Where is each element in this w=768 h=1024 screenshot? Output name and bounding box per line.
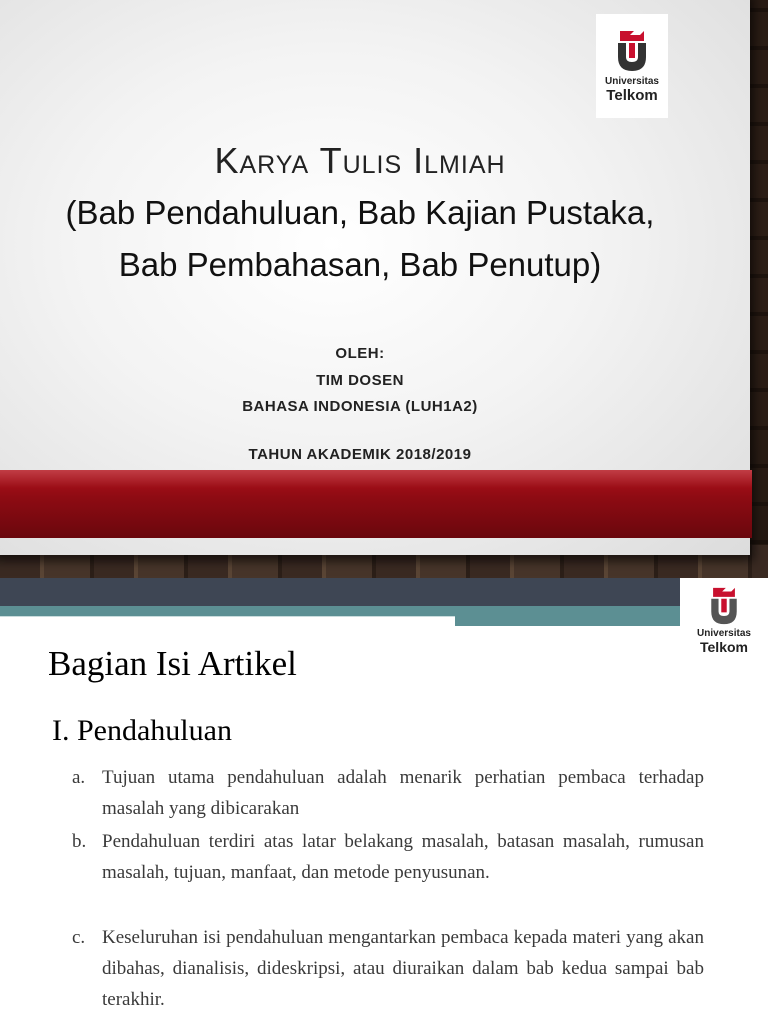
header-bar-dark bbox=[0, 578, 768, 606]
logo-line2: Telkom bbox=[700, 639, 748, 655]
university-logo bbox=[596, 14, 668, 118]
list-marker: c. bbox=[72, 927, 86, 948]
list-marker: a. bbox=[72, 767, 86, 788]
logo-line2: Telkom bbox=[606, 87, 658, 104]
section-title: I. Pendahuluan bbox=[52, 714, 232, 747]
oleh-label: OLEH: bbox=[335, 345, 385, 362]
list-item-text: Tujuan utama pendahuluan adalah menarik perhatian pembaca terhadap masalah yang dibicarakan bbox=[102, 767, 704, 819]
university-logo-2 bbox=[680, 578, 768, 662]
list-item bbox=[72, 826, 704, 888]
header-bar-line bbox=[0, 616, 455, 617]
red-footer-band bbox=[0, 470, 752, 538]
list-item-text: Pendahuluan terdiri atas latar belakang masalah, batasan masalah, rumusan masalah, tujuan, manfaat, dan metode penyusunan. bbox=[102, 831, 704, 883]
logo-line1: Universitas bbox=[697, 628, 751, 639]
header-bar-accent bbox=[455, 616, 685, 626]
telkom-university-logo-icon bbox=[705, 586, 743, 626]
slide-heading: Bagian Isi Artikel bbox=[48, 644, 297, 683]
list-marker: b. bbox=[72, 831, 87, 852]
list-item-text: Keseluruhan isi pendahuluan mengantarkan pembaca kepada materi yang akan dibahas, dianalisis, dideskripsi, atau diuraikan dalam bab kedua sampai bab terakhir. bbox=[102, 927, 704, 1010]
course-line: BAHASA INDONESIA (LUH1A2) bbox=[242, 398, 478, 415]
list-item bbox=[72, 922, 704, 1015]
slide-subtitle-line2: Bab Pembahasan, Bab Penutup) bbox=[118, 246, 602, 283]
slide-title: Karya Tulis Ilmiah bbox=[214, 140, 506, 181]
logo-line1: Universitas bbox=[605, 76, 659, 87]
academic-year: TAHUN AKADEMIK 2018/2019 bbox=[248, 446, 472, 463]
header-bar-teal bbox=[0, 606, 768, 616]
list-item bbox=[72, 762, 704, 824]
telkom-university-logo-icon bbox=[612, 29, 652, 73]
slide-subtitle-line1: (Bab Pendahuluan, Bab Kajian Pustaka, bbox=[65, 194, 655, 231]
author-line: TIM DOSEN bbox=[316, 372, 404, 389]
content-slide bbox=[0, 578, 768, 1024]
